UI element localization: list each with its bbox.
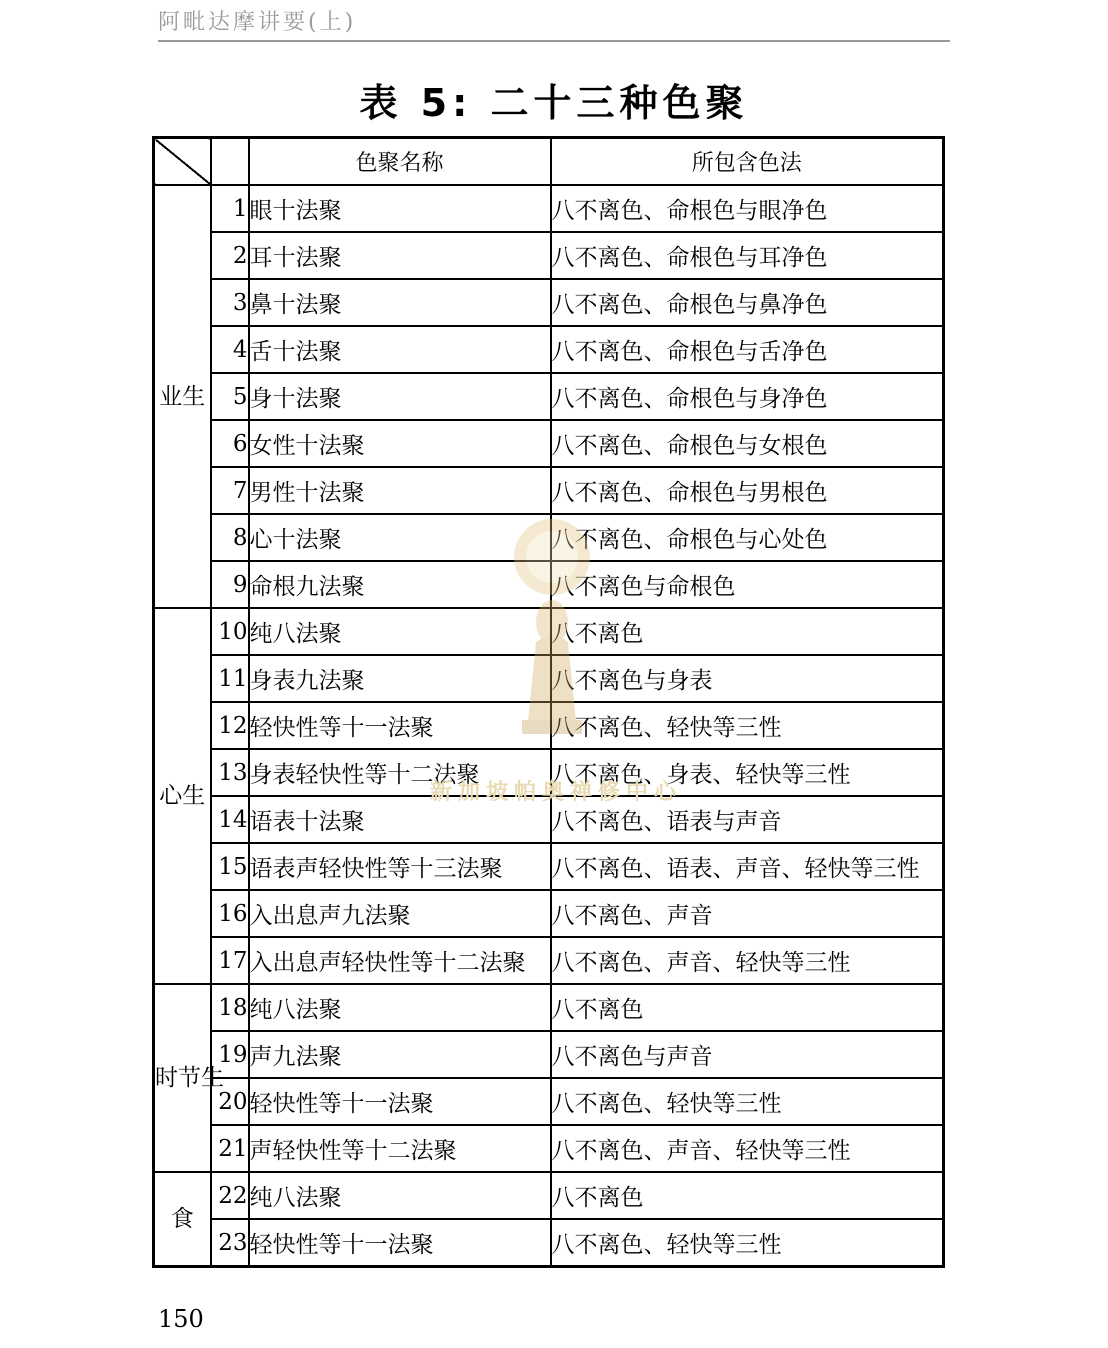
kalapa-name: 声九法聚 xyxy=(249,1031,551,1078)
row-number: 19 xyxy=(211,1031,249,1078)
table-row xyxy=(154,420,944,467)
kalapa-name: 轻快性等十一法聚 xyxy=(249,1078,551,1125)
row-number: 9 xyxy=(211,561,249,608)
kalapa-name: 入出息声九法聚 xyxy=(249,890,551,937)
kalapa-name: 声轻快性等十二法聚 xyxy=(249,1125,551,1172)
table-row xyxy=(154,232,944,279)
table-title: 表 5: 二十三种色聚 xyxy=(359,81,749,125)
row-number: 12 xyxy=(211,702,249,749)
table-row xyxy=(154,1031,944,1078)
kalapa-dharmas: 八不离色、声音、轻快等三性 xyxy=(551,937,944,984)
row-number: 11 xyxy=(211,655,249,702)
kalapa-name: 身十法聚 xyxy=(249,373,551,420)
kalapa-name: 语表声轻快性等十三法聚 xyxy=(249,843,551,890)
table-row xyxy=(154,937,944,984)
kalapa-name: 身表轻快性等十二法聚 xyxy=(249,749,551,796)
table-row xyxy=(154,749,944,796)
table-row xyxy=(154,1172,944,1219)
table-row xyxy=(154,890,944,937)
row-number: 15 xyxy=(211,843,249,890)
table-row xyxy=(154,467,944,514)
row-number: 5 xyxy=(211,373,249,420)
kalapa-name: 纯八法聚 xyxy=(249,984,551,1031)
table-row xyxy=(154,1219,944,1267)
name-column-header: 色聚名称 xyxy=(249,138,551,186)
kalapa-dharmas: 八不离色、轻快等三性 xyxy=(551,702,944,749)
table-row xyxy=(154,373,944,420)
kalapa-name: 入出息声轻快性等十二法聚 xyxy=(249,937,551,984)
group-label: 业生 xyxy=(154,185,211,608)
kalapa-name: 舌十法聚 xyxy=(249,326,551,373)
page-number: 150 xyxy=(158,1305,204,1333)
table-row xyxy=(154,1078,944,1125)
row-number: 7 xyxy=(211,467,249,514)
table-row xyxy=(154,608,944,655)
kalapa-dharmas: 八不离色、命根色与心处色 xyxy=(551,514,944,561)
table-row xyxy=(154,984,944,1031)
kalapa-dharmas: 八不离色 xyxy=(551,1172,944,1219)
group-label: 时节生 xyxy=(154,984,211,1172)
row-number: 18 xyxy=(211,984,249,1031)
running-header xyxy=(158,6,950,42)
table-body xyxy=(154,185,944,1267)
kalapa-dharmas: 八不离色、声音、轻快等三性 xyxy=(551,1125,944,1172)
kalapa-name: 命根九法聚 xyxy=(249,561,551,608)
table-header-row xyxy=(154,138,944,186)
kalapa-name: 轻快性等十一法聚 xyxy=(249,702,551,749)
number-header-cell xyxy=(211,138,249,186)
row-number: 8 xyxy=(211,514,249,561)
kalapa-name: 眼十法聚 xyxy=(249,185,551,232)
kalapa-dharmas: 八不离色、命根色与眼净色 xyxy=(551,185,944,232)
kalapa-dharmas: 八不离色与声音 xyxy=(551,1031,944,1078)
row-number: 22 xyxy=(211,1172,249,1219)
kalapa-name: 纯八法聚 xyxy=(249,608,551,655)
table-row xyxy=(154,279,944,326)
kalapa-dharmas: 八不离色 xyxy=(551,984,944,1031)
kalapa-dharmas: 八不离色与命根色 xyxy=(551,561,944,608)
kalapa-dharmas: 八不离色、命根色与女根色 xyxy=(551,420,944,467)
kalapa-dharmas: 八不离色、命根色与男根色 xyxy=(551,467,944,514)
row-number: 21 xyxy=(211,1125,249,1172)
kalapa-dharmas: 八不离色、轻快等三性 xyxy=(551,1219,944,1267)
table-row xyxy=(154,702,944,749)
dharma-column-header: 所包含色法 xyxy=(551,138,944,186)
row-number: 10 xyxy=(211,608,249,655)
kalapa-name: 轻快性等十一法聚 xyxy=(249,1219,551,1267)
kalapa-dharmas: 八不离色、声音 xyxy=(551,890,944,937)
watermark-text: 新加坡帕奥禅修中心 xyxy=(430,779,683,805)
row-number: 3 xyxy=(211,279,249,326)
kalapa-name: 鼻十法聚 xyxy=(249,279,551,326)
table-row xyxy=(154,561,944,608)
group-label: 食 xyxy=(154,1172,211,1267)
kalapa-name: 女性十法聚 xyxy=(249,420,551,467)
running-title: 阿毗达摩讲要(上) xyxy=(158,10,357,35)
table-row xyxy=(154,514,944,561)
kalapa-name: 男性十法聚 xyxy=(249,467,551,514)
row-number: 4 xyxy=(211,326,249,373)
row-number: 23 xyxy=(211,1219,249,1267)
kalapa-dharmas: 八不离色、语表、声音、轻快等三性 xyxy=(551,843,944,890)
row-number: 17 xyxy=(211,937,249,984)
table-row xyxy=(154,326,944,373)
kalapa-dharmas: 八不离色、命根色与舌净色 xyxy=(551,326,944,373)
diagonal-corner-cell xyxy=(154,138,211,186)
row-number: 20 xyxy=(211,1078,249,1125)
kalapa-name: 纯八法聚 xyxy=(249,1172,551,1219)
kalapa-dharmas: 八不离色、命根色与鼻净色 xyxy=(551,279,944,326)
row-number: 2 xyxy=(211,232,249,279)
row-number: 1 xyxy=(211,185,249,232)
table-row xyxy=(154,655,944,702)
kalapa-dharmas: 八不离色、轻快等三性 xyxy=(551,1078,944,1125)
table-row xyxy=(154,1125,944,1172)
kalapa-dharmas: 八不离色、命根色与耳净色 xyxy=(551,232,944,279)
row-number: 13 xyxy=(211,749,249,796)
table-row xyxy=(154,843,944,890)
kalapa-dharmas: 八不离色、命根色与身净色 xyxy=(551,373,944,420)
kalapa-dharmas: 八不离色、身表、轻快等三性 xyxy=(551,749,944,796)
kalapa-dharmas: 八不离色 xyxy=(551,608,944,655)
rupa-kalapa-table xyxy=(152,136,945,1268)
kalapa-name: 心十法聚 xyxy=(249,514,551,561)
table-row xyxy=(154,796,944,843)
kalapa-dharmas: 八不离色与身表 xyxy=(551,655,944,702)
kalapa-name: 耳十法聚 xyxy=(249,232,551,279)
kalapa-name: 身表九法聚 xyxy=(249,655,551,702)
kalapa-name: 语表十法聚 xyxy=(249,796,551,843)
row-number: 16 xyxy=(211,890,249,937)
table-row xyxy=(154,185,944,232)
row-number: 6 xyxy=(211,420,249,467)
group-label: 心生 xyxy=(154,608,211,984)
kalapa-dharmas: 八不离色、语表与声音 xyxy=(551,796,944,843)
row-number: 14 xyxy=(211,796,249,843)
